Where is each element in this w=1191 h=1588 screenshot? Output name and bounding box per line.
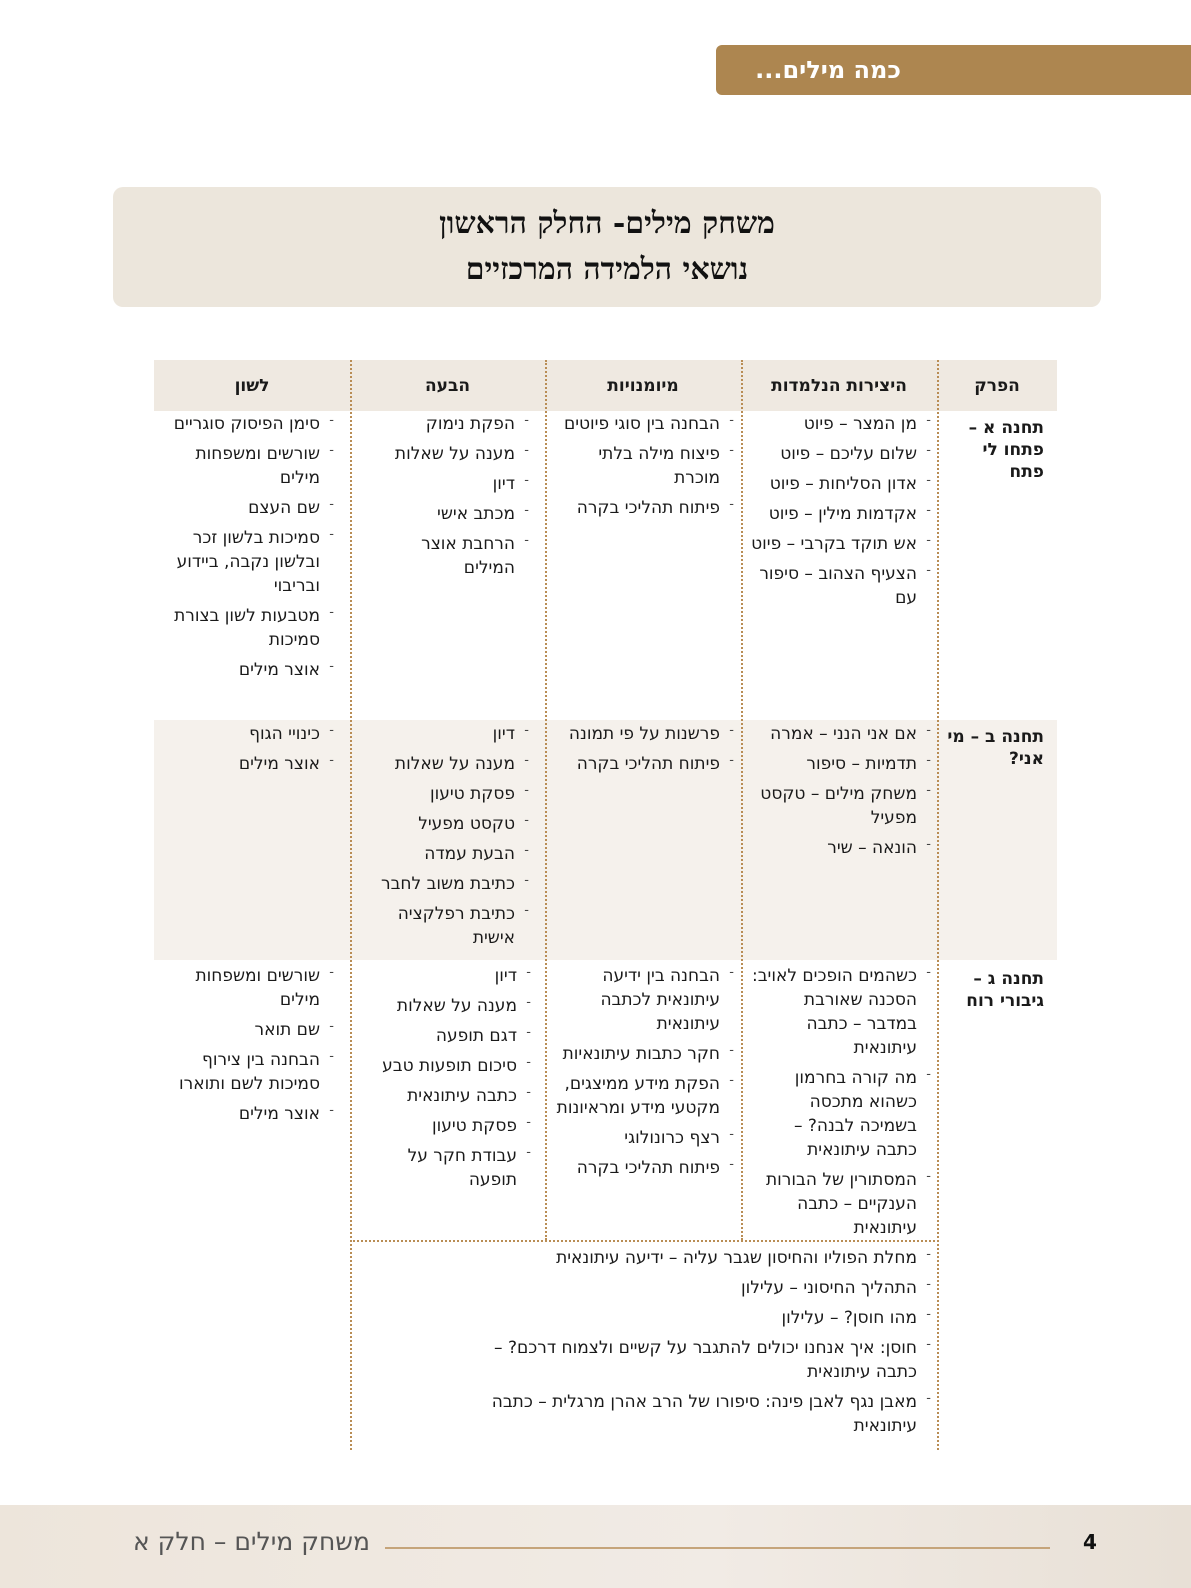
list-item: - כתבה עיתונאית	[359, 1084, 531, 1108]
list-item: - המסתורין של הבורות הענקיים – כתבה עיתונאית	[751, 1168, 931, 1240]
chapter-1: תחנה א – פתחו לי פתח	[968, 418, 1044, 482]
column-divider	[937, 360, 939, 1450]
list-item: - מן המצר – פיוט	[751, 412, 931, 436]
list-item: - פסקת טיעון	[359, 1114, 531, 1138]
list-item: - טקסט מפעיל	[369, 812, 529, 836]
list-item: - הבחנה בין צירוף סמיכות לשם ותוארו	[164, 1048, 334, 1096]
list-item: - פרשנות על פי תמונה	[552, 722, 734, 746]
list-item: - כתיבת רפלקציה אישית	[369, 902, 529, 950]
list-item: - דגם תופעה	[359, 1024, 531, 1048]
works-cell-1	[751, 412, 931, 616]
column-divider	[545, 360, 547, 1240]
page-subtitle: נושאי הלמידה המרכזיים	[465, 252, 749, 287]
extra-works-cell	[454, 1246, 931, 1444]
list-item: - הונאה – שיר	[751, 836, 931, 860]
list-item: - מאבן נגף לאבן פינה: סיפורו של הרב אהרן מרגלית – כתבה עיתונאית	[454, 1390, 931, 1438]
chapter-3: תחנה ג – גיבורי רוח	[966, 969, 1044, 1011]
list-item: - הבחנה בין סוגי פיוטים	[552, 412, 734, 436]
list-item: - דיון	[369, 472, 529, 496]
list-item: - דיון	[369, 722, 529, 746]
list-item: - פיתוח תהליכי בקרה	[552, 1156, 734, 1180]
footer-book-title: משחק מילים – חלק א	[133, 1527, 370, 1556]
list-item: - עבודת חקר על תופעה	[359, 1144, 531, 1192]
list-item: - הצעיף הצהוב – סיפור עם	[751, 562, 931, 610]
list-item: - מענה על שאלות	[369, 442, 529, 466]
expression-cell-2	[369, 722, 529, 956]
skills-cell-3	[552, 964, 734, 1186]
list-item: - הפקת נימוק	[369, 412, 529, 436]
list-item: - משחק מילים – טקסט מפעיל	[751, 782, 931, 830]
list-item: - כינויי הגוף	[164, 722, 334, 746]
header-chapter: הפרק	[974, 375, 1020, 396]
language-cell-2	[164, 722, 334, 782]
skills-cell-2	[552, 722, 734, 782]
topics-table	[154, 360, 1057, 1450]
header-works: היצירות הנלמדות	[771, 375, 907, 396]
list-item: - כשהמים הופכים לאויב: הסכנה שאורבת במדבר – כתבה עיתונאית	[751, 964, 931, 1060]
list-item: - שורשים ומשפחות מילים	[164, 442, 334, 490]
list-item: - אקדמות מילין – פיוט	[751, 502, 931, 526]
list-item: - פיתוח תהליכי בקרה	[552, 752, 734, 776]
list-item: - תדמיות – סיפור	[751, 752, 931, 776]
list-item: - חוסן: איך אנחנו יכולים להתגבר על קשיים ולצמוח דרכם? – כתבה עיתונאית	[454, 1336, 931, 1384]
chapter-2: תחנה ב – מי אני?	[947, 727, 1044, 769]
language-cell-1	[164, 412, 334, 688]
list-item: - חקר כתבות עיתונאיות	[552, 1042, 734, 1066]
list-item: - פיצוח מילה בלתי מוכרת	[552, 442, 734, 490]
list-item: - מענה על שאלות	[359, 994, 531, 1018]
section-tag: כמה מילים...	[716, 45, 1191, 95]
list-item: - שם העצם	[164, 496, 334, 520]
list-item: - רצף כרונולוגי	[552, 1126, 734, 1150]
skills-cell-1	[552, 412, 734, 526]
list-item: - שורשים ומשפחות מילים	[164, 964, 334, 1012]
list-item: - סיכום תופעות טבע	[359, 1054, 531, 1078]
header-skills: מיומנויות	[607, 375, 679, 396]
footer-divider	[385, 1547, 1050, 1549]
language-cell-3	[164, 964, 334, 1132]
list-item: - סמיכות בלשון זכר ובלשון נקבה, ביידוע ובריבוי	[164, 526, 334, 598]
list-item: - מחלת הפוליו והחיסון שגבר עליה – ידיעה עיתונאית	[454, 1246, 931, 1270]
title-box	[113, 187, 1101, 307]
page-title: משחק מילים- החלק הראשון	[439, 206, 775, 241]
expression-cell-3	[359, 964, 531, 1198]
list-item: - אוצר מילים	[164, 1102, 334, 1126]
list-item: - מענה על שאלות	[369, 752, 529, 776]
list-item: - הרחבת אוצר המילים	[369, 532, 529, 580]
column-divider	[741, 360, 743, 1240]
list-item: - הבחנה בין ידיעה עיתונאית לכתבה עיתונאית	[552, 964, 734, 1036]
list-item: - מטבעות לשון בצורת סמיכות	[164, 604, 334, 652]
list-item: - שם תואר	[164, 1018, 334, 1042]
list-item: - אוצר מילים	[164, 752, 334, 776]
list-item: - מה קורה בחרמון כשהוא מתכסה בשמיכה לבנה? – כתבה עיתונאית	[751, 1066, 931, 1162]
list-item: - אם אני הנני – אמרה	[751, 722, 931, 746]
list-item: - אדון הסליחות – פיוט	[751, 472, 931, 496]
list-item: - פסקת טיעון	[369, 782, 529, 806]
works-cell-3	[751, 964, 931, 1246]
list-item: - מכתב אישי	[369, 502, 529, 526]
list-item: - סימן הפיסוק סוגריים	[164, 412, 334, 436]
works-cell-2	[751, 722, 931, 866]
list-item: - אש תוקד בקרבי – פיוט	[751, 532, 931, 556]
list-item: - שלום עליכם – פיוט	[751, 442, 931, 466]
list-item: - מהו חוסן? – עלילון	[454, 1306, 931, 1330]
column-divider	[350, 360, 352, 1450]
list-item: - התהליך החיסוני – עלילון	[454, 1276, 931, 1300]
list-item: - הפקת מידע ממיצגים, מקטעי מידע ומראיונות	[552, 1072, 734, 1120]
page-number: 4	[1083, 1530, 1097, 1554]
list-item: - הבעת עמדה	[369, 842, 529, 866]
list-item: - דיון	[359, 964, 531, 988]
list-item: - אוצר מילים	[164, 658, 334, 682]
header-language: לשון	[234, 375, 270, 396]
expression-cell-1	[369, 412, 529, 586]
list-item: - פיתוח תהליכי בקרה	[552, 496, 734, 520]
list-item: - כתיבת משוב לחבר	[369, 872, 529, 896]
header-expression: הבעה	[424, 375, 471, 396]
